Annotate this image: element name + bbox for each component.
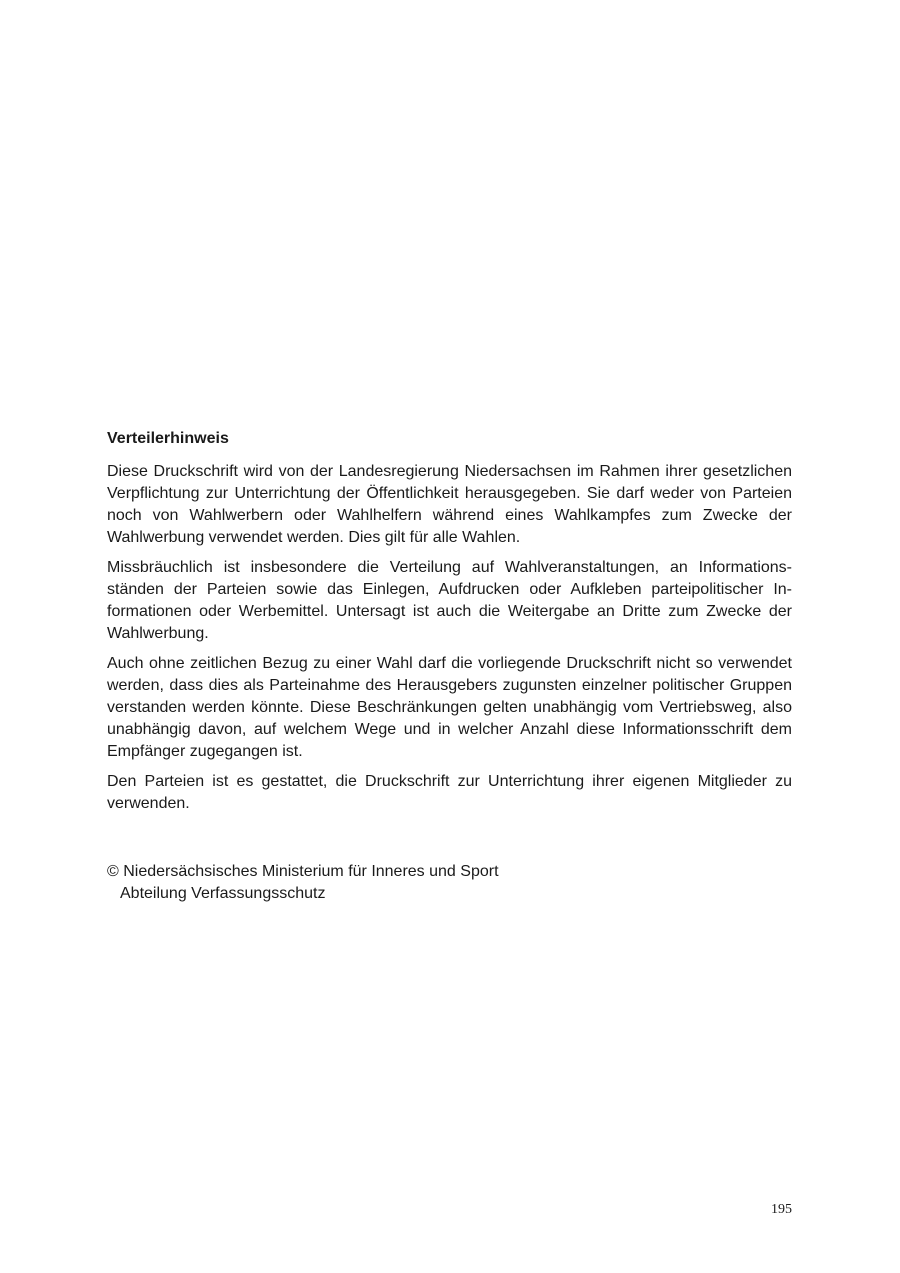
notice-paragraph-4: Den Parteien ist es gestattet, die Druckschrift zur Unterrichtung ihrer eigenen Mitglieder zu verwenden.	[107, 773, 792, 812]
notice-heading: Verteilerhinweis	[107, 430, 229, 447]
distribution-notice	[107, 428, 792, 823]
notice-paragraph-1: Diese Druckschrift wird von der Landesregierung Niedersachsen im Rahmen ihrer gesetzlichen Verpflichtung zur Unterrichtung der Öffentlichkeit herausgegeben. Sie darf weder von Parteien noch von Wahlwerbern oder Wahlhelfern während eines Wahlkampfes zum Zwecke der Wahlwerbung verwendet werden. Dies gilt für alle Wahlen.	[107, 463, 792, 546]
notice-paragraph-2: Missbräuchlich ist insbesondere die Verteilung auf Wahlveranstaltungen, an Informationsständen der Parteien sowie das Einlegen, Aufdrucken oder Aufkleben parteipolitischer Informationen oder Werbemittel. Untersagt ist auch die Weitergabe an Dritte zum Zwecke der Wahlwerbung.	[107, 559, 792, 642]
copyright-line-department: Abteilung Verfassungsschutz	[120, 885, 326, 902]
notice-paragraph-3: Auch ohne zeitlichen Bezug zu einer Wahl darf die vorliegende Druckschrift nicht so verwendet werden, dass dies als Parteinahme des Herausgebers zugunsten einzelner politischer Gruppen verstanden werden könnte. Diese Beschränkungen gelten unabhängig vom Vertriebsweg, also unabhängig davon, auf welchem Wege und in welcher Anzahl diese Informationsschrift dem Empfänger zugegangen ist.	[107, 655, 792, 760]
page-number: 195	[771, 1202, 792, 1217]
copyright-block	[107, 861, 707, 905]
copyright-line-ministry: © Niedersächsisches Ministerium für Inneres und Sport	[107, 863, 499, 880]
